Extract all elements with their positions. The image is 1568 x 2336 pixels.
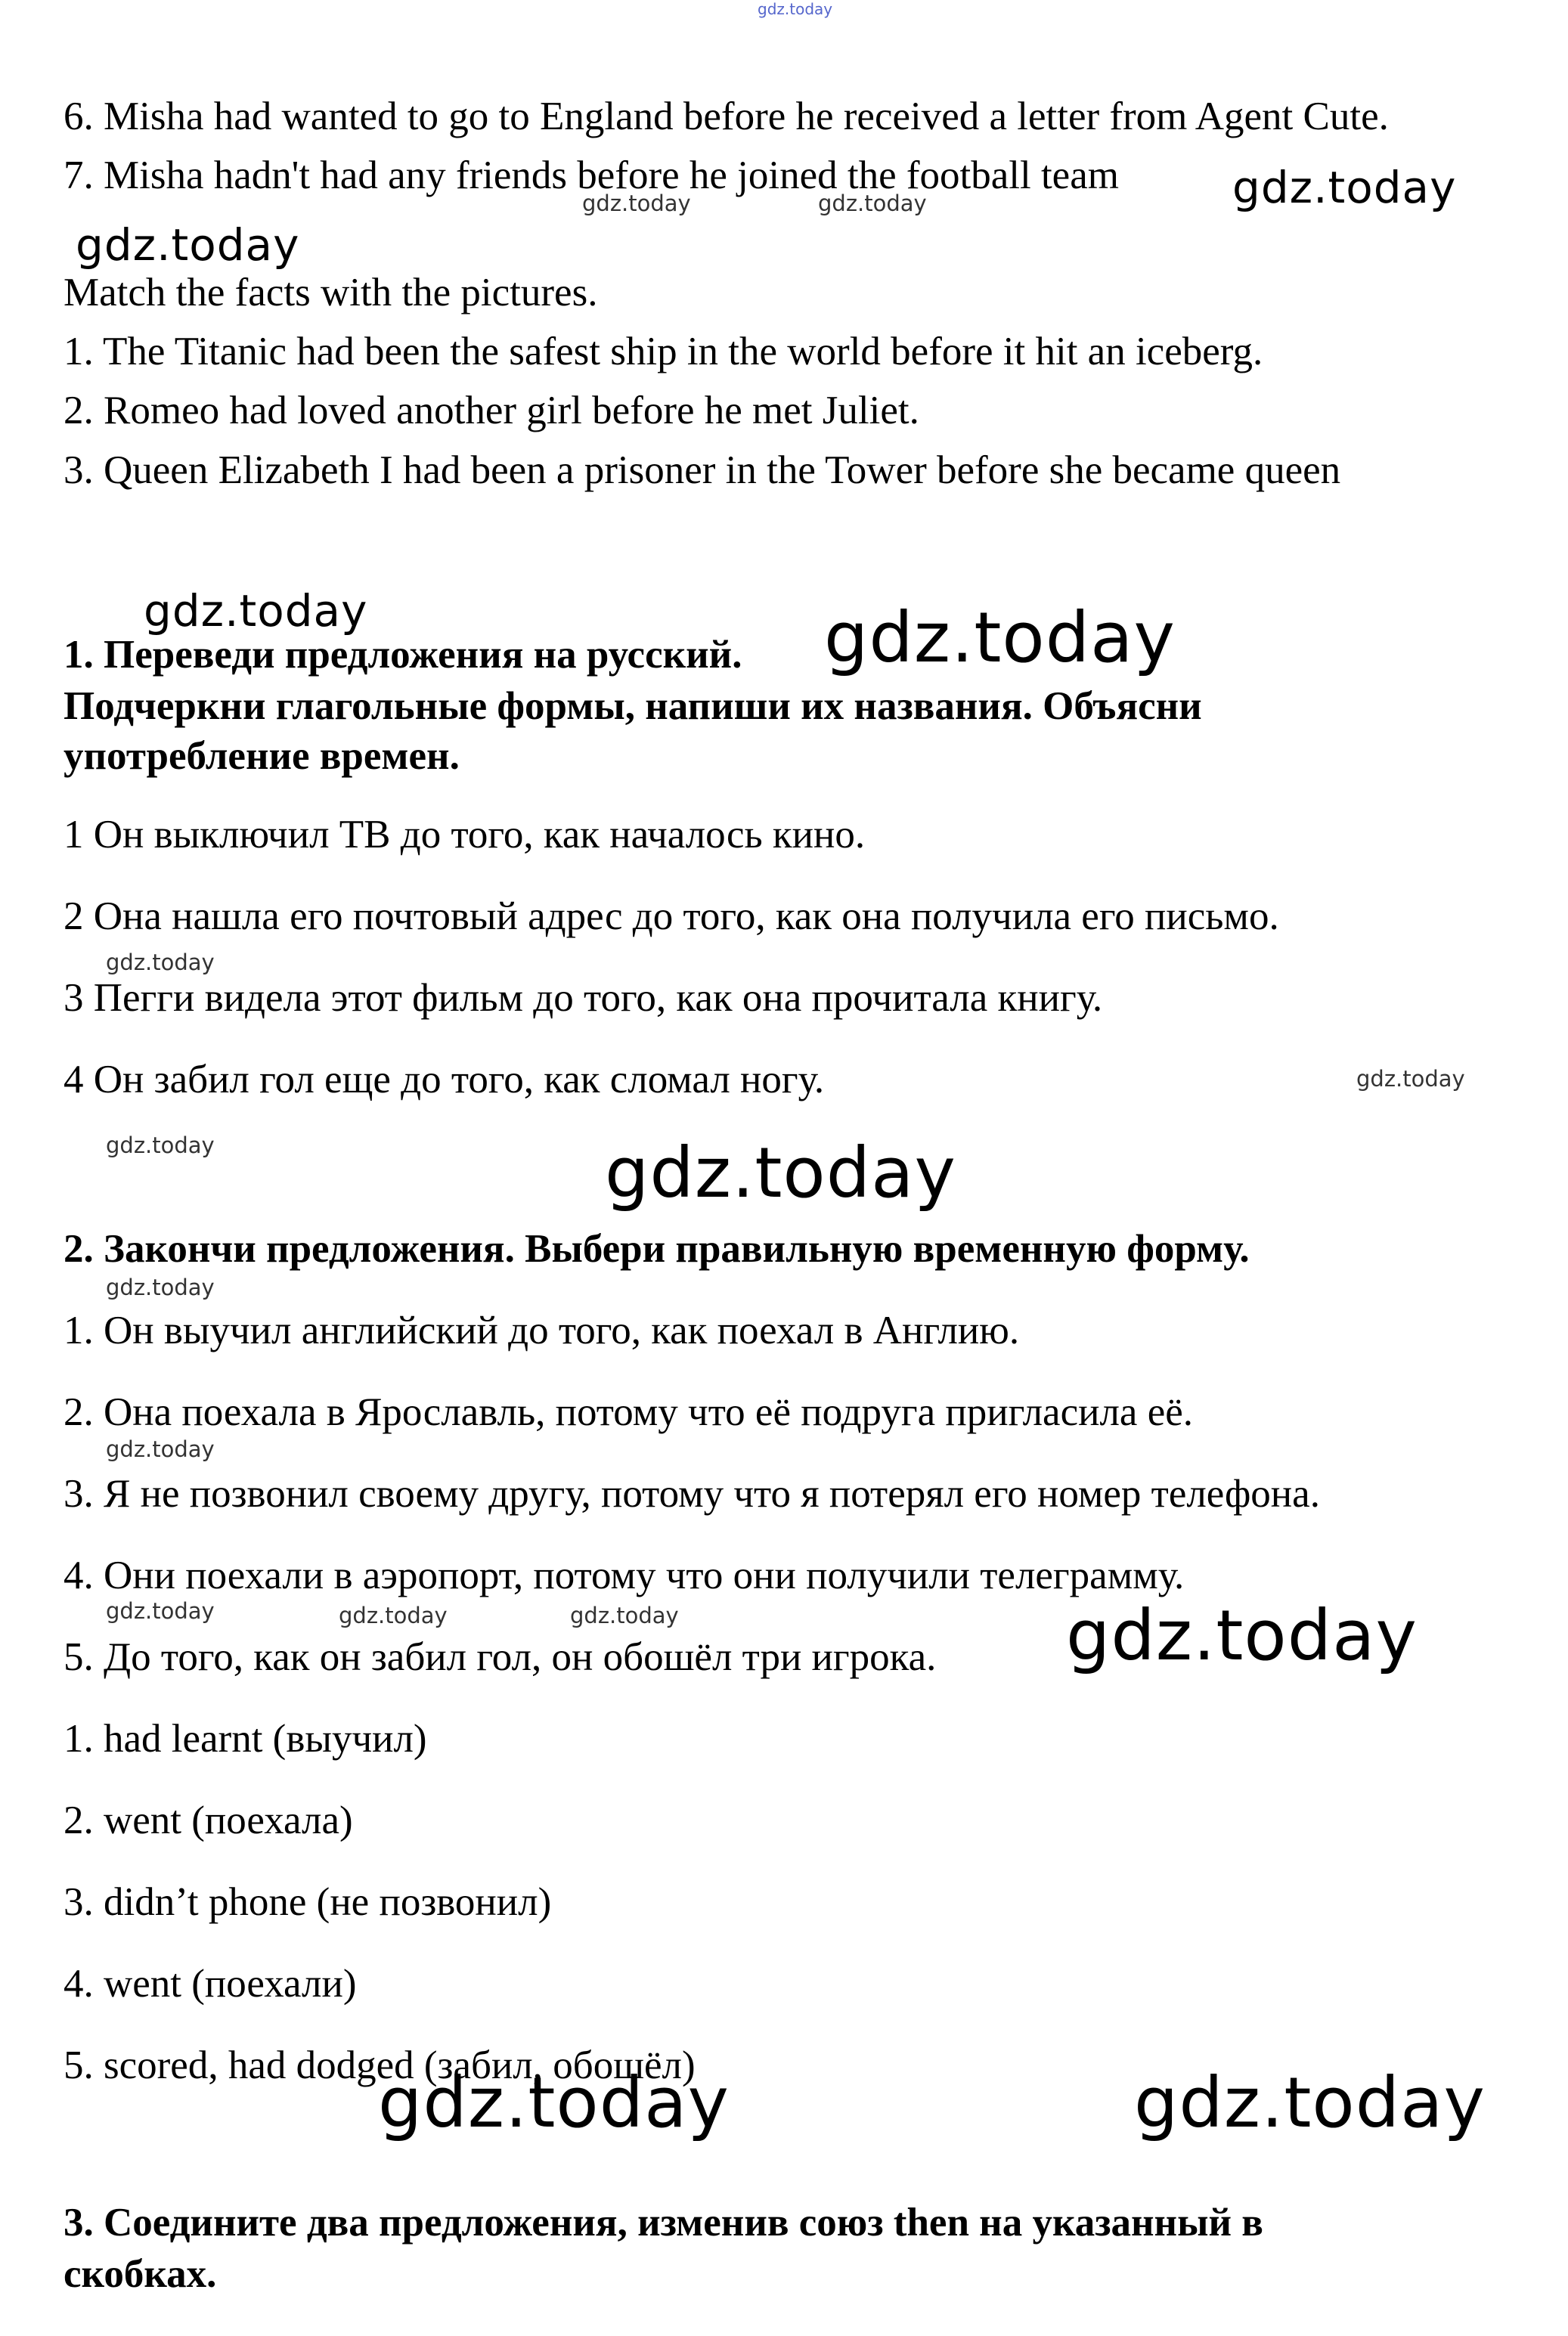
task1-item-2: 2 Она нашла его почтовый адрес до того, как она получила его письмо. <box>64 894 1279 938</box>
watermark: gdz.today <box>106 1275 215 1300</box>
watermark: gdz.today <box>106 950 215 975</box>
task3-title-line1: 3. Соедините два предложения, изменив союз then на указанный в <box>64 2201 1263 2245</box>
watermark: gdz.today <box>339 1603 448 1628</box>
watermark: gdz.today <box>1232 162 1457 213</box>
watermark-top: gdz.today <box>758 0 833 18</box>
task2-item-1: 1. Он выучил английский до того, как поехал в Англию. <box>64 1309 1020 1352</box>
task1-title-line3: употребление времен. <box>64 734 460 778</box>
task2-item-2: 2. Она поехала в Ярославль, потому что её подруга пригласила её. <box>64 1390 1193 1434</box>
task2-item-3: 3. Я не позвонил своему другу, потому что я потерял его номер телефона. <box>64 1472 1320 1516</box>
watermark: gdz.today <box>1134 2062 1486 2143</box>
task1-item-4: 4 Он забил гол еще до того, как сломал ногу. <box>64 1058 825 1101</box>
task2-answer-4: 4. went (поехали) <box>64 1962 357 2006</box>
task2-answer-1: 1. had learnt (выучил) <box>64 1717 427 1761</box>
task2-item-5: 5. До того, как он забил гол, он обошёл три игрока. <box>64 1635 937 1679</box>
watermark: gdz.today <box>106 1132 215 1158</box>
task1-item-1: 1 Он выключил ТВ до того, как началось кино. <box>64 813 866 857</box>
task2-item-4: 4. Они поехали в аэропорт, потому что они получили телеграмму. <box>64 1554 1185 1597</box>
watermark: gdz.today <box>144 585 368 637</box>
watermark: gdz.today <box>570 1603 679 1628</box>
task1-item-3: 3 Пегги видела этот фильм до того, как она прочитала книгу. <box>64 976 1103 1020</box>
match-heading: Match the facts with the pictures. <box>64 271 598 314</box>
watermark: gdz.today <box>582 191 691 216</box>
intro-line-7: 7. Misha hadn't had any friends before he joined the football team <box>64 153 1119 197</box>
match-item-1: 1. The Titanic had been the safest ship in the world before it hit an iceberg. <box>64 330 1263 373</box>
task2-answer-3: 3. didn’t phone (не позвонил) <box>64 1880 552 1924</box>
task2-answer-5: 5. scored, had dodged (забил, обошёл) <box>64 2043 696 2087</box>
match-item-3: 3. Queen Elizabeth I had been a prisoner in the Tower before she became queen <box>64 448 1341 492</box>
watermark: gdz.today <box>378 2062 730 2143</box>
task1-title-line2: Подчеркни глагольные формы, напиши их названия. Объясни <box>64 684 1202 728</box>
watermark: gdz.today <box>106 1598 215 1624</box>
match-item-2: 2. Romeo had loved another girl before he met Juliet. <box>64 389 919 432</box>
watermark: gdz.today <box>818 191 927 216</box>
watermark: gdz.today <box>824 597 1176 678</box>
task2-title: 2. Закончи предложения. Выбери правильную временную форму. <box>64 1227 1250 1271</box>
intro-line-6: 6. Misha had wanted to go to England before he received a letter from Agent Cute. <box>64 94 1389 138</box>
watermark: gdz.today <box>76 219 300 271</box>
task1-title-line1: 1. Переведи предложения на русский. <box>64 633 742 677</box>
watermark: gdz.today <box>106 1436 215 1462</box>
watermark: gdz.today <box>605 1132 956 1213</box>
watermark: gdz.today <box>1066 1595 1418 1676</box>
task2-answer-2: 2. went (поехала) <box>64 1798 353 1842</box>
task3-title-line2: скобках. <box>64 2252 217 2296</box>
watermark: gdz.today <box>1356 1066 1465 1092</box>
